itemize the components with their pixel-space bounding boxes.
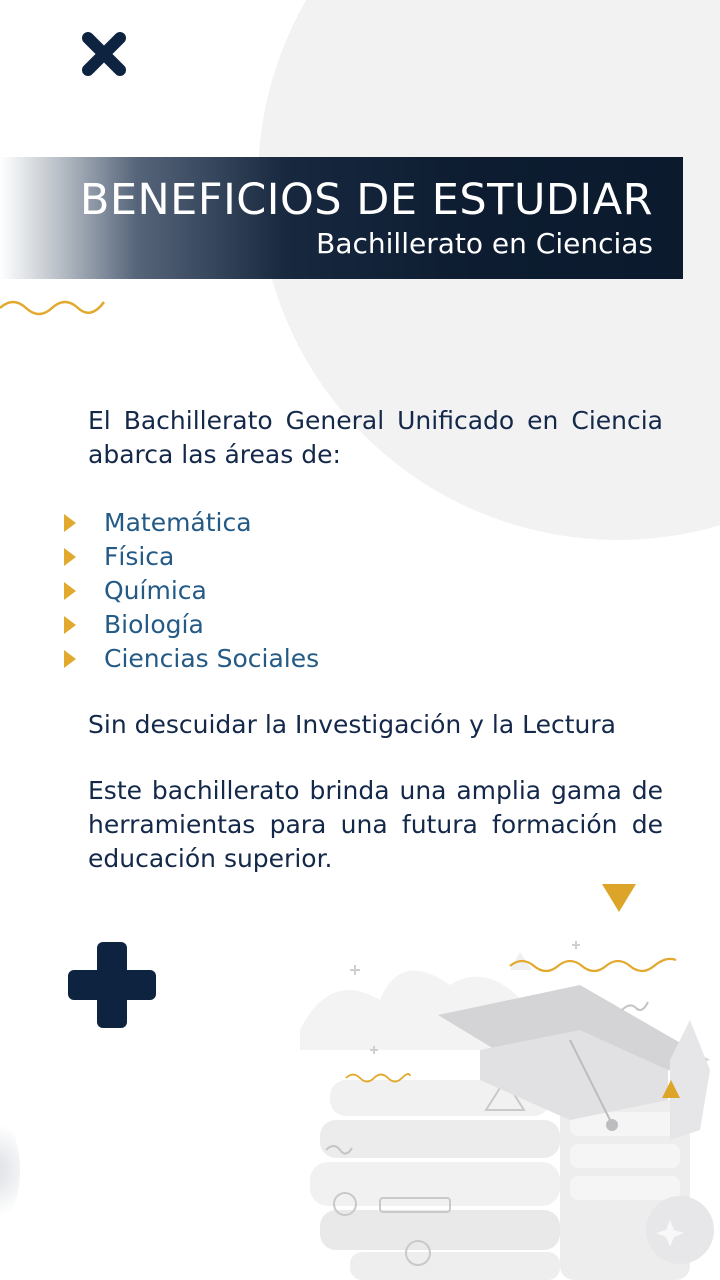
- area-label: Química: [104, 576, 207, 605]
- triangle-bullet-icon: [64, 582, 76, 600]
- title-banner: [0, 157, 683, 279]
- background-glow: [0, 1110, 20, 1230]
- area-label: Física: [104, 542, 175, 571]
- triangle-bullet-icon: [64, 514, 76, 532]
- list-item: [74, 506, 663, 540]
- banner-title: BENEFICIOS DE ESTUDIAR: [79, 175, 653, 225]
- area-label: Matemática: [104, 508, 252, 537]
- banner-subtitle: Bachillerato en Ciencias: [316, 227, 653, 260]
- triangle-bullet-icon: [64, 650, 76, 668]
- investigation-text: Sin descuidar la Investigación y la Lectura: [88, 710, 616, 739]
- bachillerato-text: Este bachillerato brinda una amplia gama de herramientas para una futura formación de educación superior.: [88, 776, 663, 873]
- list-item: [74, 642, 663, 676]
- list-item: [74, 608, 663, 642]
- list-item: [74, 574, 663, 608]
- triangle-down-icon: [602, 884, 636, 912]
- area-label: Ciencias Sociales: [104, 644, 320, 673]
- triangle-bullet-icon: [64, 548, 76, 566]
- triangle-bullet-icon: [64, 616, 76, 634]
- plus-icon: [66, 940, 158, 1030]
- intro-text: El Bachillerato General Unificado en Ciencia abarca las áreas de:: [88, 406, 663, 469]
- content-section: [88, 404, 663, 876]
- list-item: [74, 540, 663, 574]
- close-x-icon: [80, 30, 128, 78]
- areas-list: [74, 506, 663, 676]
- graduation-cap-books-icon: [290, 930, 720, 1280]
- wave-decoration-left: [0, 292, 110, 320]
- area-label: Biología: [104, 610, 204, 639]
